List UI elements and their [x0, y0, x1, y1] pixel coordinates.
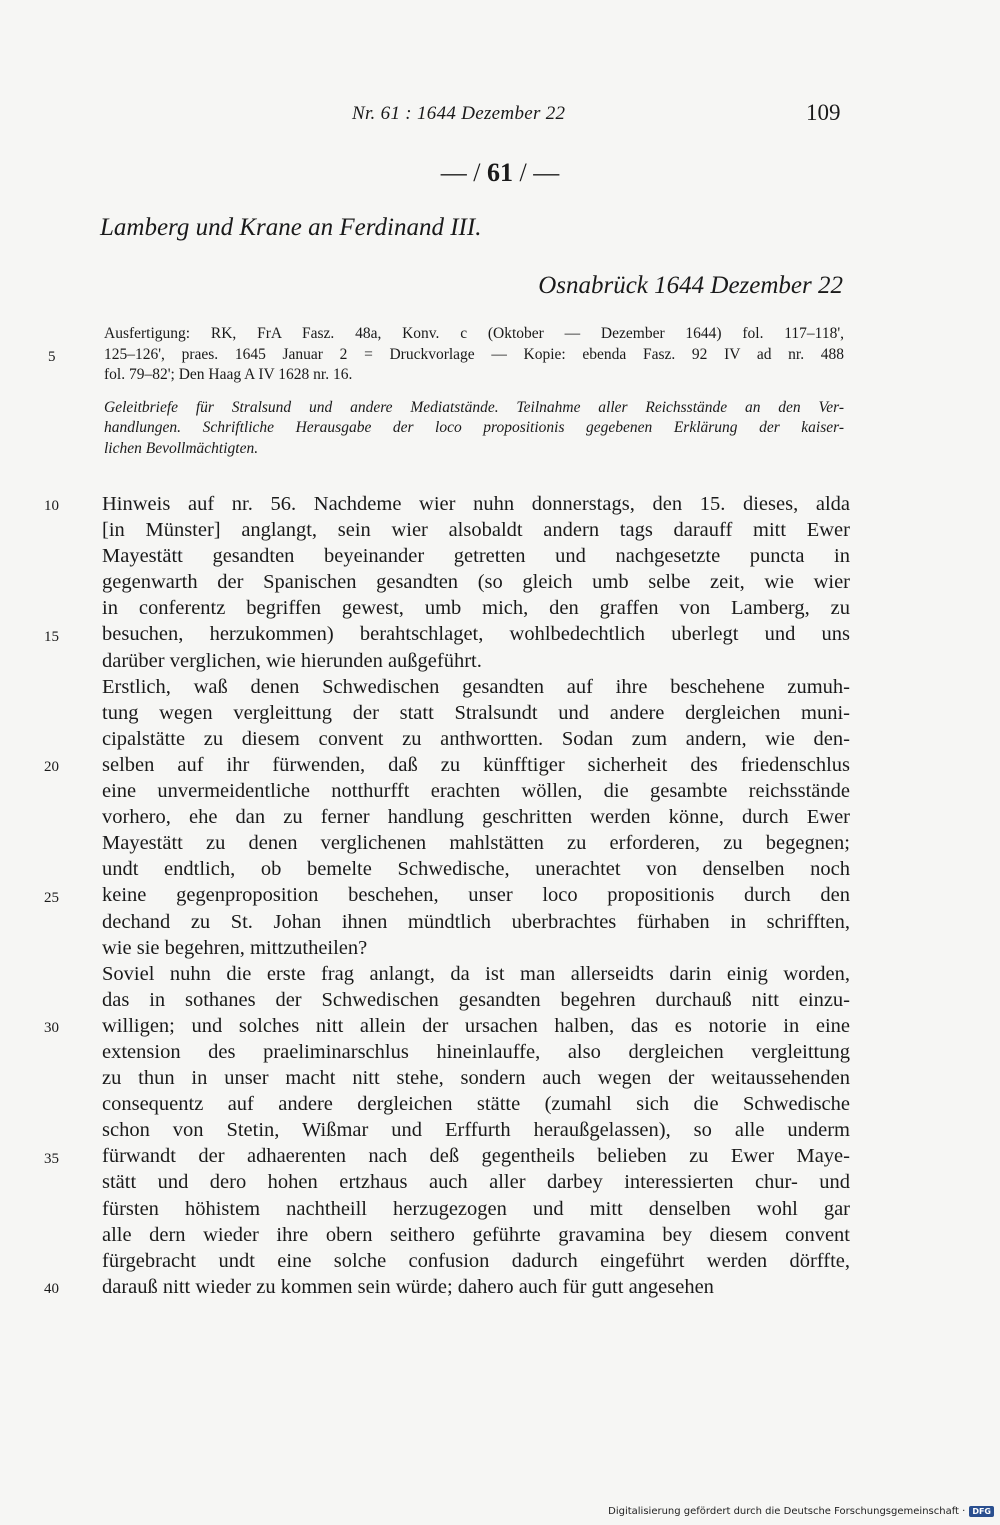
- text-line: Soviel nuhn die erste frag anlangt, da ist man allerseidts darin einig worden,: [102, 962, 850, 985]
- line-number: 40: [44, 1281, 59, 1297]
- text-line: fürsten höhistem nachtheill herzugezogen und mitt denselben wohl gar: [102, 1197, 850, 1220]
- text-line: Erstlich, waß denen Schwedischen gesandten auf ihre beschehene zumuh-: [102, 675, 850, 698]
- source-line: 125–126', praes. 1645 Januar 2 = Druckvorlage — Kopie: ebenda Fasz. 92 IV ad nr. 488: [104, 345, 844, 363]
- source-description: [104, 324, 844, 386]
- text-line: stätt und dero hohen ertzhaus auch aller darbey interessierten chur- und: [102, 1171, 850, 1194]
- text-line: Hinweis auf nr. 56. Nachdeme wier nuhn donnerstags, den 15. dieses, alda: [102, 493, 850, 515]
- text-line: darüber verglichen, wie hierunden außgeführt.: [102, 649, 482, 672]
- line-number: 20: [44, 759, 59, 775]
- regest: [104, 398, 844, 460]
- text-line: extension des praeliminarschlus hineinlauffe, also dergleichen vergleittung: [102, 1040, 850, 1063]
- text-line: Mayestätt gesandten beyeinander getretten und nachgesetzte puncta in: [102, 545, 850, 568]
- dfg-logo: DFG: [969, 1506, 994, 1517]
- footer-text: Digitalisierung gefördert durch die Deutsche Forschungsgemeinschaft ·: [608, 1506, 966, 1517]
- line-number: 15: [44, 628, 59, 645]
- text-line: alle dern wieder ihre obern seithero geführte gravamina bey diesem convent: [102, 1223, 850, 1246]
- note-line-number: 5: [48, 348, 56, 365]
- text-line: fürwandt der adhaerenten nach deß gegentheils belieben zu Ewer Maye-: [102, 1145, 850, 1168]
- text-line: cipalstätte zu diesem convent zu anthwortten. Sodan zum andern, wie den-: [102, 727, 850, 750]
- place-date: Osnabrück 1644 Dezember 22: [538, 272, 843, 299]
- text-line: in conferentz begriffen gewest, umb mich, den graffen von Lamberg, zu: [102, 597, 850, 620]
- text-line: selben auf ihr fürwenden, daß zu künfftiger sicherheit des friedenschlus: [102, 753, 850, 776]
- source-line: fol. 79–82'; Den Haag A IV 1628 nr. 16.: [104, 366, 353, 384]
- text-line: darauß nitt wieder zu kommen sein würde; dahero auch für gutt angesehen: [102, 1275, 714, 1298]
- text-line: dechand zu St. Johan ihnen mündtlich uberbrachtes fürhaben in schrifften,: [102, 910, 850, 933]
- text-line: consequentz auf andere dergleichen stätte (zumahl sich die Schwedische: [102, 1093, 850, 1116]
- footer-credit: [608, 1506, 994, 1517]
- text-line: vorhero, ehe dan zu ferner handlung geschritten werden könne, durch Ewer: [102, 806, 850, 829]
- page-number: 109: [806, 100, 841, 125]
- text-line: undt endtlich, ob bemelte Schwedische, unerachtet von denselben noch: [102, 858, 850, 881]
- running-title: Nr. 61 : 1644 Dezember 22: [352, 103, 566, 124]
- line-number: 25: [44, 889, 59, 906]
- text-line: Mayestätt zu denen verglichenen mahlstätten zu erforderen, zu begegnen;: [102, 832, 850, 855]
- main-text: [102, 491, 850, 1300]
- line-number: 35: [44, 1150, 59, 1167]
- text-line: eine unvermeidentliche notthurfft erachten wöllen, die gesambte reichsstände: [102, 780, 850, 803]
- document-heading: Lamberg und Krane an Ferdinand III.: [100, 214, 482, 241]
- text-line: fürgebracht undt eine solche confusion dadurch eingeführt werden dörffte,: [102, 1249, 850, 1272]
- text-line: besuchen, herzukommen) berahtschlaget, wohlbedechtlich uberlegt und uns: [102, 623, 850, 646]
- text-line: schon von Stetin, Wißmar und Erffurth heraußgelassen), so alle underm: [102, 1119, 850, 1142]
- line-number: 30: [44, 1020, 59, 1036]
- text-line: keine gegenproposition beschehen, unser loco propositionis durch den: [102, 884, 850, 907]
- text-line: das in sothanes der Schwedischen gesandten begehren durchauß nitt einzu-: [102, 988, 850, 1011]
- text-line: gegenwarth der Spanischen gesandten (so gleich umb selbe zeit, wie wier: [102, 571, 850, 594]
- line-number: 10: [44, 498, 59, 514]
- running-head: [0, 100, 1000, 130]
- source-line: Ausfertigung: RK, FrA Fasz. 48a, Konv. c (Oktober — Dezember 1644) fol. 117–118',: [104, 325, 844, 342]
- text-line: zu thun in unser macht nitt stehe, sondern auch wegen der weitaussehenden: [102, 1067, 850, 1090]
- document-number-value: 61: [487, 158, 513, 187]
- text-line: wie sie begehren, mittzutheilen?: [102, 936, 368, 959]
- source-notes: [104, 324, 844, 460]
- text-line: tung wegen vergleittung der statt Stralsundt und andere dergleichen muni-: [102, 701, 850, 724]
- document-number: — / 61 / —: [440, 158, 560, 187]
- text-line: [in Münster] anglangt, sein wier alsobaldt andern tags darauff mitt Ewer: [102, 519, 850, 542]
- regest-line: handlungen. Schriftliche Herausgabe der loco propositionis gegebenen Erklärung der kaiser-: [104, 419, 844, 437]
- regest-line: Geleitbriefe für Stralsund und andere Mediatstände. Teilnahme aller Reichsstände an den Ver-: [104, 398, 844, 416]
- text-line: willigen; und solches nitt allein der ursachen halben, das es notorie in eine: [102, 1014, 850, 1037]
- regest-line: lichen Bevollmächtigten.: [104, 439, 259, 457]
